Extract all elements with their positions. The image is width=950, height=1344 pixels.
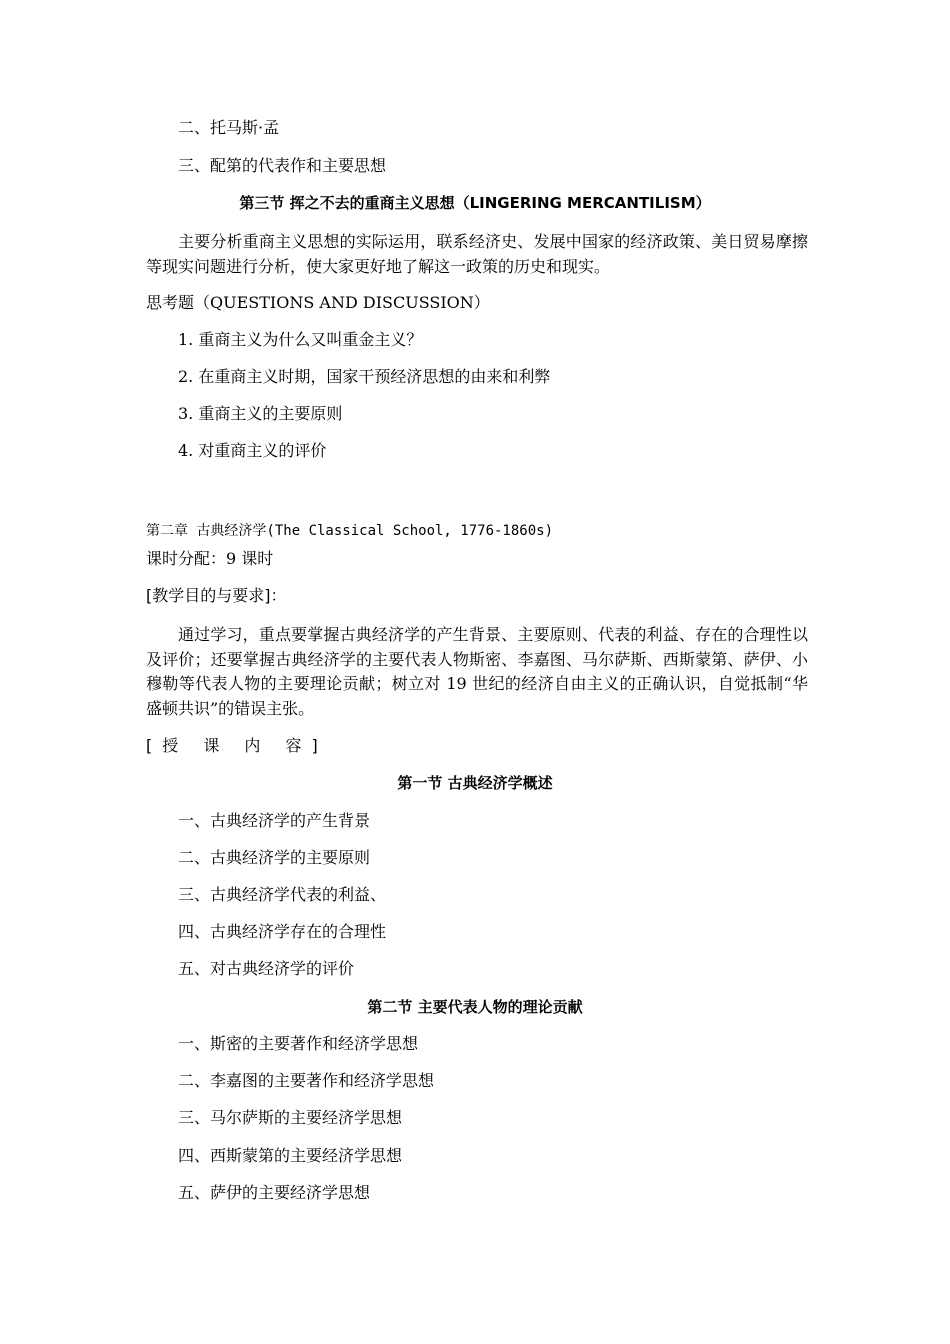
question-item: 3. 重商主义的主要原则 — [178, 404, 343, 423]
question-item: 1. 重商主义为什么又叫重金主义？ — [178, 330, 423, 349]
objectives-heading: [教学目的与要求]： — [146, 586, 287, 605]
list-item-thomas-mun: 二、托马斯·孟 — [178, 118, 280, 137]
section2-item: 一、斯密的主要著作和经济学思想 — [178, 1034, 419, 1053]
section2-item: 五、萨伊的主要经济学思想 — [178, 1183, 371, 1202]
list-item-petty: 三、配第的代表作和主要思想 — [178, 156, 387, 175]
questions-heading: 思考题（QUESTIONS AND DISCUSSION） — [146, 293, 490, 312]
section2-heading: 第二节 主要代表人物的理论贡献 — [367, 998, 583, 1016]
question-item: 2. 在重商主义时期，国家干预经济思想的由来和利弊 — [178, 367, 551, 386]
section1-heading: 第一节 古典经济学概述 — [397, 774, 553, 792]
section2-item: 四、西斯蒙第的主要经济学思想 — [178, 1146, 403, 1165]
section2-item: 二、李嘉图的主要著作和经济学思想 — [178, 1071, 435, 1090]
section1-item: 一、古典经济学的产生背景 — [178, 811, 371, 830]
section2-item: 三、马尔萨斯的主要经济学思想 — [178, 1108, 403, 1127]
question-item: 4. 对重商主义的评价 — [178, 441, 327, 460]
content-heading-text: [授 课 内 容] — [146, 736, 328, 755]
section3-paragraph: 主要分析重商主义思想的实际运用，联系经济史、发展中国家的经济政策、美日贸易摩擦等现实问题进行分析，使大家更好地了解这一政策的历史和现实。 — [146, 232, 808, 276]
objectives-paragraph: 通过学习，重点要掌握古典经济学的产生背景、主要原则、代表的利益、存在的合理性以及评价；还要掌握古典经济学的主要代表人物斯密、李嘉图、马尔萨斯、西斯蒙第、萨伊、小穆勒等代表人物的主要理论贡献；树立对 19 世纪的经济自由主义的正确认识，自觉抵制“华盛顿共识”的错误主张。 — [146, 625, 808, 718]
section1-item: 五、对古典经济学的评价 — [178, 959, 355, 978]
section1-item: 二、古典经济学的主要原则 — [178, 848, 371, 867]
section1-item: 四、古典经济学存在的合理性 — [178, 922, 387, 941]
content-heading — [146, 736, 328, 756]
chapter2-title: 第二章 古典经济学(The Classical School, 1776-1860s) — [146, 523, 554, 539]
chapter2-hours: 课时分配：9 课时 — [146, 549, 274, 568]
section3-heading: 第三节 挥之不去的重商主义思想（LINGERING MERCANTILISM） — [239, 194, 711, 212]
section1-item: 三、古典经济学代表的利益、 — [178, 885, 387, 904]
